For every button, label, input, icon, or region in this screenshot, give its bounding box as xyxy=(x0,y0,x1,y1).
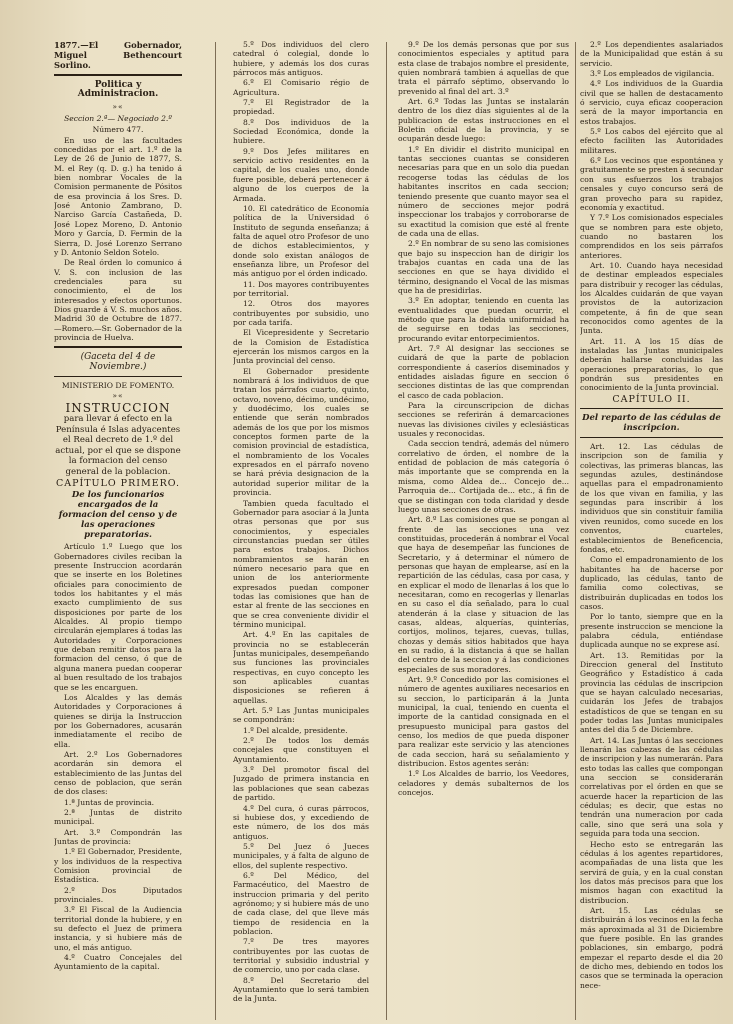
list-item: Y 7.º Los comisionados especiales que se nombren para este objeto, cuando no bastaren los comprendidos en los seis párrafos anteriores. xyxy=(580,213,723,260)
numero-heading: Número 477. xyxy=(92,125,144,135)
paragraph: El Gobernador presidente nombrará á los individuos de que tratan los párrafos cuarto, quinto, octavo, noveno, décimo, undécimo, y duodécimo, los cuales se entiende que serán nombrados además de los que por los mismos conceptos formen parte de la comision provincial de estadística, el nombramiento de los Vocales expresados en el párrafo noveno se hará prévia designacion de la autoridad superior militar de la provincia. xyxy=(233,366,369,498)
list-item: 3.º Del promotor fiscal del Juzgado de primera instancia en las poblaciones que sean cabezas de partido. xyxy=(233,765,369,803)
paragraph: Tambien queda facultado el Gobernador para asociar á la Junta otras personas que por sus conocimientos, y especiales circunstancias puedan ser útiles para estos trabajos. Dichos nombramientos se harán en número necesario para que en union de los anteriormente expresados puedan componer todas las comisiones que han de estar al frente de las secciones en que se crea conveniente dividir el término municipal. xyxy=(233,498,369,629)
list-item: 1.º En dividir el distrito municipal en tantas secciones cuantas se consideren necesarias para que en un solo dia puedan recogerse todas las cédulas de los habitantes inscritos en cada seccion; teniendo presente que cuanto mayor sea el número de secciones mejor podrá inspeccionar los trabajos y corroborarse de su exactitud la comision que esté al frente de cada una de ellas. xyxy=(398,144,569,238)
list-item: 6.º El Comisario régio de Agricultura. xyxy=(233,78,369,97)
list-item: 7.º El Registrador de la propiedad. xyxy=(233,98,369,117)
gaceta-heading: (Gaceta del 4 de Noviembre.) xyxy=(80,352,156,372)
instruccion-subtitle: para llevar á efecto en la Península é Islas adyacentes el Real decreto de 1.º del actual, por el que se dispone la formacion del censo general de la poblacion. xyxy=(55,414,181,477)
list-item: 1.º Los Alcaldes de barrio, los Veedores, celadores y demás subalternos de los concejos. xyxy=(398,769,569,798)
paragraph: De Real órden lo comunico á V. S. con inclusion de las credenciales para su conocimiento, el de los interesados y efectos oportunos. Dios guarde á V. S. muchos años. Madrid 30 de Octubre de 1877.—Romero.—Sr. Gobernador de la provincia de Huelva. xyxy=(54,258,182,342)
list-item: 3.º Los empleados de vigilancia. xyxy=(590,69,715,79)
list-item: 9.º Dos Jefes militares en servicio activo residentes en la capital, de los cuales uno, donde fuere posible, deberá pertenecer á alguno de los cuerpos de la Armada. xyxy=(233,146,369,203)
paragraph: Art. 9.º Concedido por las comisiones el número de agentes auxiliares necesarios en su seccion, lo participarán á la Junta municipal, la cual, teniendo en cuenta el importe de la cantidad consignada en el presupuesto municipal para gastos del censo, los medios de que pueda disponer para realizar este servicio y las atenciones de cada seccion, hará su señalamiento y distribucion. Estos agentes serán: xyxy=(398,675,569,769)
paragraph: Artículo 1.º Luego que los Gobernadores civiles reciban la presente Instruccion acordarán que se inserte en los Boletines oficiales para conocimiento de todos los habitantes y el más exacto cumplimiento de sus disposiciones por parte de los Alcaldes. Al propio tiempo circularán ejemplares á todas las Autoridades y Corporaciones que deban remitir datos para la formacion del censo, ó que de alguna manera puedan cooperar al buen resultado de los trabajos que se les encarguen. xyxy=(54,542,182,692)
paragraph: Los Alcaldes y las demás Autoridades y Corporaciones á quienes se dirija la Instruccion por los Gobernadores, acusarán inmediatamente el recibo de ella. xyxy=(54,692,182,749)
list-item: 3.º En adoptar, teniendo en cuenta las eventualidades que puedan ocurrir, el método que para la debida uniformidad ha de seguirse en todas las secciones, procurando evitar entorpecimientos. xyxy=(398,296,569,343)
chapter-heading: CAPÍTULO PRIMERO. xyxy=(55,478,181,489)
paragraph: Por lo tanto, siempre que en la presente instruccion se mencione la palabra cédula, entiéndase duplicada aunque no se exprese así. xyxy=(580,612,723,650)
seccion-heading: Seccion 2.ª— Negociado 2.º xyxy=(64,114,172,124)
list-item: 5.º Del Juez ó Jueces municipales, y á falta de alguno de ellos, del suplente respectivo. xyxy=(233,841,369,870)
column-2 xyxy=(233,40,369,1018)
list-item: 4.º Cuatro Concejales del Ayuntamiento de la capital. xyxy=(54,953,182,972)
paragraph: Art. 13. Remitidas por la Direccion general del Instituto Geográfico y Estadístico á cada provincia las cédulas de inscripcion que se hayan calculado necesarias, cuidarán los Jefes de trabajos estadísticos de que se tengan en su poder todas las Juntas municipales antes del dia 5 de Diciembre. xyxy=(580,650,723,735)
list-item: 2.º Los dependientes asalariados de la Municipalidad que están á su servicio. xyxy=(580,40,723,68)
paragraph: Art. 11. A los 15 días de instaladas las Juntas municipales deberán hallarse concluidas las operaciones preparatorias, lo que pondrán sus presidentes en conocimiento de la Junta provincial. xyxy=(580,336,723,393)
chapter-title: Del reparto de las cédulas de inscripcion. xyxy=(582,413,721,434)
divider xyxy=(54,74,182,76)
paragraph: Art. 5.º Las Juntas municipales se compondrán: xyxy=(233,706,369,725)
list-item: 6.º Del Médico, del Farmacéutico, del Maestro de instruccion primaria y del perito agrónomo; y si hubiere más de uno de cada clase, del que lleve más tiempo de residencia en la poblacion. xyxy=(233,870,369,936)
list-item: 8.º Dos individuos de la Sociedad Económica, donde la hubiere. xyxy=(233,117,369,146)
column-3 xyxy=(398,40,569,1018)
column-rule xyxy=(386,42,387,1020)
paragraph: En uso de las facultades concedidas por el art. 1.º de la Ley de 26 de Junio de 1877, S. M. el Rey (q. D. g.) ha tenido á bien nombrar Vocales de la Comision permanente de Pósitos de esa provincia á los Sres. D. José Antonio Zambrano, D. Narciso García Castañeda, D. José Lopez Moreno, D. Antonio Moro y García, D. Fermin de la Sierra, D. José Lorenzo Serrano y D. Antonio Seldon Sotelo. xyxy=(54,135,182,257)
divider xyxy=(580,408,723,409)
list-item: 11. Dos mayores contribuyentes por territorial. xyxy=(233,279,369,298)
column-1 xyxy=(54,40,182,1018)
top-signature: 1877.—El Gobernador, Miguel Bethencourt Sorlino. xyxy=(54,40,182,70)
paragraph: Art. 2.º Los Gobernadores acordarán sin demora el establecimiento de las Juntas del censo de poblacion, que serán de dos clases: xyxy=(54,749,182,797)
list-item: 2.º En nombrar de su seno las comisiones que bajo su inspeccion han de dirigir los trabajos cuantas en cada una de las secciones en que se haya dividido el término, designando el Vocal de las mismas que ha de presidirlas. xyxy=(398,239,569,295)
list-item: 2.º De todos los demás concejales que constituyen el Ayuntamiento. xyxy=(233,736,369,764)
divider xyxy=(54,376,182,377)
list-item: 3.º El Fiscal de la Audiencia territorial donde la hubiere, y en su defecto el Juez de primera instancia, y si hubiere más de uno, el más antiguo. xyxy=(54,905,182,952)
list-item: 8.º Del Secretario del Ayuntamiento que lo será tambien de la Junta. xyxy=(233,975,369,1004)
list-item: 12. Otros dos mayores contribuyentes por subsidio, uno por cada tarifa. xyxy=(233,299,369,327)
paragraph: Art. 4.º En las capitales de provincia no se establecerán Juntas municipales, desempeñando sus funciones las provinciales respectivas, en cuyo concepto les son aplicables cuantas disposiciones se refieren á aquellas. xyxy=(233,630,369,705)
ornament: »« xyxy=(112,101,124,111)
divider xyxy=(580,437,723,438)
paragraph: Art. 3.º Compondrán las Juntas de provincia: xyxy=(54,827,182,846)
paragraph: Como el empadronamiento de los habitantes ha de hacerse por duplicado, las cédulas, tanto de familia como colectivas, se distribuirán duplicadas en todos los casos. xyxy=(580,555,723,611)
list-item: 1.º Del alcalde, presidente. xyxy=(243,725,348,735)
paragraph: Para la circunscripcion de dichas secciones se referirán á demarcaciones nuevas las divisiones civiles y eclesiásticas usuales y reconocidas. xyxy=(398,401,569,439)
list-item: 1.ª Juntas de provincia. xyxy=(64,797,155,807)
paragraph: Art. 15. Las cédulas se distribuirán á los vecinos en la fecha más aproximada al 31 de Diciembre que fuere posible. En las grandes poblaciones, sin embargo, podrá empezar el reparto desde el dia 20 de dicho mes, debiendo en todos los casos que se terminada la operacion nece- xyxy=(580,905,723,990)
paragraph: Art. 6.º Todas las Juntas se instalarán dentro de los diez días siguientes al de la publicacion de estas instrucciones en el Boletin oficial de la provincia, y se ocuparán desde luego: xyxy=(398,97,569,144)
paragraph: Cada seccion tendrá, además del número correlativo de órden, el nombre de la entidad de poblacion de más categoría ó más importante que se comprenda en la misma, como Aldea de... Concejo de... Parroquia de... Cortijada de... etc., á fin de que se distingan con toda claridad y desde luego unas secciones de otras. xyxy=(398,439,569,514)
list-item: 7.º De tres mayores contribuyentes por las cuotas de territorial y subsidio industrial y de comercio, uno por cada clase. xyxy=(233,937,369,975)
paragraph: Hecho esto se entregarán las cédulas á los agentes repartidores, acompañadas de una lista que les servirá de guía, y en la cual constan los datos más precisos para que los mismos hagan con exactitud la distribucion. xyxy=(580,839,723,905)
column-4 xyxy=(580,40,723,1018)
list-item: 2.º Dos Diputados provinciales. xyxy=(54,885,182,905)
paragraph: Art. 7.º Al designar las secciones se cuidará de que la parte de poblacion correspondiente á caseríos diseminados y entidades aisladas figure en seccion ó secciones distintas de las que comprendan el casco de cada poblacion. xyxy=(398,344,569,400)
section-title: Politica y Administracion. xyxy=(77,80,159,100)
instruccion-title: INSTRUCCION xyxy=(65,400,171,415)
column-rule xyxy=(575,42,576,1020)
column-rule xyxy=(215,42,216,1020)
ornament: »« xyxy=(112,391,124,401)
paragraph: El Vicepresidente y Secretario de la Comision de Estadística ejercerán los mismos cargos en la Junta provincial del censo. xyxy=(233,328,369,366)
paragraph: Art. 14. Las Juntas ó las secciones llenarán las cabezas de las cédulas de inscripcion y las numerarán. Para esto todas las calles que compongan una seccion se considerarán correlativas por el órden en que se acuerde hacer la reparticion de las cédulas; es decir, que estas no tendrán una numeracion por cada calle, sino que será una sola y seguida para toda una seccion. xyxy=(580,735,723,839)
paragraph: Art. 12. Las cédulas de inscripcion son de familia y colectivas, las primeras blancas, las segundas azules, destinándose aquellas para el empadronamiento de los que vivan en familia, y las segundas para inscribir á los individuos que sin constituir familia viven reunidos, como sucede en los conventos, cuarteles, establecimientos de Beneficencia, fondas, etc. xyxy=(580,442,723,554)
divider xyxy=(54,346,182,348)
paragraph: Art. 10. Cuando haya necesidad de destinar empleados especiales para distribuir y recoger las cédulas, los Alcaldes cuidarán de que vayan provistos de la autorizacion competente, á fin de que sean reconocidos como agentes de la Junta. xyxy=(580,260,723,336)
list-item: 5.º Los cabos del ejército que al efecto faciliten las Autoridades militares. xyxy=(580,127,723,155)
list-item: 2.ª Juntas de distrito municipal. xyxy=(54,807,182,827)
list-item: 5.º Dos individuos del clero catedral ó colegial, donde lo hubiere, y además los dos curas párrocos más antiguos. xyxy=(233,40,369,78)
list-item: 9.º De los demás personas que por sus conocimientos especiales y aptitud para esta clase de trabajos nombre el presidente, quien nombrará tambien á aquellas de que trata el párrafo séptimo, observando lo prevenido al final del art. 3.º xyxy=(398,40,569,96)
list-item: 4.º Los individuos de la Guardia civil que se hallen de destacamento ó servicio, cuya eficaz cooperacion será de la mayor importancia en estos trabajos. xyxy=(580,79,723,126)
list-item: 10. El catedrático de Economía política de la Universidad ó Instituto de segunda enseñanza; á falta de aquel otro Profesor de uno de dichos establecimientos, y donde solo existan análogos de enseñanza libre, un Profesor del más antiguo por el órden indicado. xyxy=(233,203,369,279)
paragraph: Art. 8.º Las comisiones que se pongan al frente de las secciones una vez constituidas, procederán á nombrar el Vocal que haya de desempeñar las funciones de Secretario, y á determinar el número de personas que hayan de emplearse, así en la repartición de las cédulas, casa por casa, y en explicar el modo de llenarlas á los que lo necesitaran, como en recogerlas y llenarlas en su caso el día señalado, para lo cual atenderán á la clase y situacion de las casas, aldeas, alquerías, quinterías, cortijos, molinos, tejares, cuevas, tullas, chozas y demás sitios habitados que haya en su radio, á la distancia á que se hallan del centro de la seccion y á las condiciones especiales de sus moradores. xyxy=(398,515,569,674)
chapter-heading: CAPÍTULO II. xyxy=(612,393,691,405)
chapter-title: De los funcionarios encargados de la formacion del censo y de las operaciones preparatorias. xyxy=(58,490,178,541)
list-item: 4.º Del cura, ó curas párrocos, si hubiese dos, y excediendo de este número, de los dos más antiguos. xyxy=(233,803,369,841)
list-item: 1.º El Gobernador, Presidente, y los individuos de la respectiva Comision provincial de Estadística. xyxy=(54,847,182,885)
ministerio-heading: MINISTERIO DE FOMENTO. xyxy=(61,380,175,390)
list-item: 6.º Los vecinos que espontánea y gratuitamente se presten á secundar con sus esfuerzos los trabajos censales y cuyo concurso será de gran provecho para su rapidez, economía y exactitud. xyxy=(580,156,723,212)
